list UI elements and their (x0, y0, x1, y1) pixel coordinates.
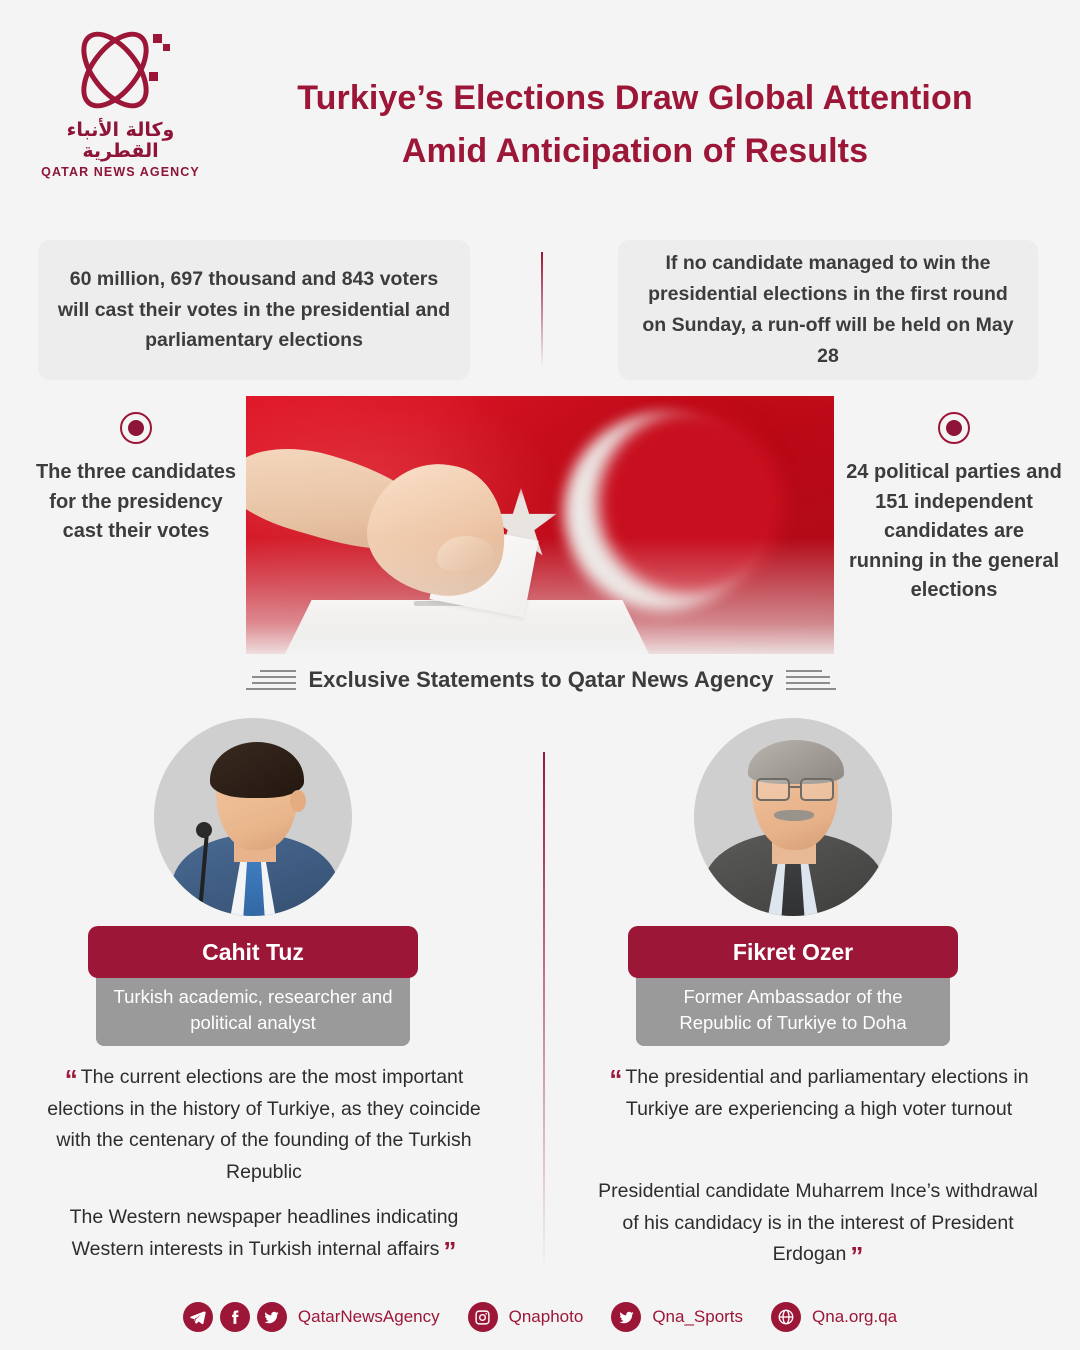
globe-icon[interactable] (771, 1302, 801, 1332)
vertical-divider-bottom (543, 752, 545, 1272)
bullet-dot-icon (120, 412, 152, 444)
twitter-icon[interactable] (257, 1302, 287, 1332)
social-handle[interactable]: Qna_Sports (652, 1307, 744, 1326)
quote-text: The Western newspaper headlines indicating Western interests in Turkish internal affairs (69, 1206, 459, 1260)
quote-open-icon: “ (609, 1064, 623, 1094)
quote-text: Presidential candidate Muharrem Ince’s withdrawal of his candidacy is in the interest of President Erdogan (598, 1180, 1038, 1266)
bullet-parties-running (845, 412, 1063, 606)
header (0, 0, 1080, 215)
logo-arabic-text: وكالة الأنباء القطرية (66, 119, 175, 162)
photo-bottom-fade (246, 396, 834, 654)
social-handle[interactable]: Qnaphoto (508, 1307, 584, 1326)
page-title (210, 72, 1060, 177)
vertical-divider-top (541, 252, 543, 368)
quote-close-icon: ” (443, 1235, 457, 1266)
speaker-role: Turkish academic, researcher and political analyst (113, 986, 393, 1033)
quote-text: The presidential and parliamentary elections in Turkiye are experiencing a high voter turnout (625, 1066, 1029, 1120)
avatar (154, 718, 352, 916)
quote-open-icon: “ (64, 1064, 78, 1094)
speaker-role-bar (96, 972, 410, 1046)
qna-atom-logo-icon (61, 22, 181, 118)
fact-box-voters (38, 240, 470, 380)
social-footer (0, 1302, 1080, 1332)
social-handle[interactable]: QatarNewsAgency (297, 1307, 440, 1326)
speaker-role-bar (636, 972, 950, 1046)
bullet-label: The three candidates for the presidency cast their votes (35, 461, 237, 543)
quote-cahit-tuz-2 (36, 1202, 492, 1265)
social-group-sports (611, 1302, 743, 1332)
speaker-card-fikret-ozer (628, 718, 958, 1046)
exclusive-statements-banner (246, 662, 836, 698)
qna-logo (38, 22, 203, 179)
speaker-name-bar (628, 926, 958, 978)
social-handle[interactable]: Qna.org.qa (812, 1307, 898, 1326)
logo-english-text: QATAR NEWS AGENCY (41, 164, 200, 179)
speaker-role: Former Ambassador of the Republic of Turkiye to Doha (679, 986, 907, 1033)
social-group-website (771, 1302, 897, 1332)
instagram-icon[interactable] (468, 1302, 498, 1332)
social-group-instagram (468, 1302, 584, 1332)
avatar (694, 718, 892, 916)
social-group-main (183, 1302, 440, 1332)
fact-text: If no candidate managed to win the presidential elections in the first round on Sunday, a run-off will be held on May 28 (642, 252, 1014, 367)
banner-lines-left-icon (246, 670, 296, 690)
bullet-label: 24 political parties and 151 independent candidates are running in the general elections (846, 461, 1062, 602)
hero-ballot-photo (246, 396, 834, 654)
speaker-name-bar (88, 926, 418, 978)
quote-fikret-ozer-2 (592, 1176, 1044, 1271)
bullet-candidates-voted (28, 412, 244, 547)
facebook-icon[interactable] (220, 1302, 250, 1332)
fact-text: 60 million, 697 thousand and 843 voters will cast their votes in the presidential and parliamentary elections (57, 267, 451, 352)
title-line-1: Turkiye’s Elections Draw Global Attention (297, 79, 973, 117)
quote-close-icon: ” (850, 1241, 864, 1272)
twitter-icon[interactable] (611, 1302, 641, 1332)
banner-lines-right-icon (786, 670, 836, 690)
quote-fikret-ozer-1 (598, 1062, 1040, 1125)
quote-text: The current elections are the most important elections in the history of Turkiye, as they coincide with the centenary of the founding of the Turkish Republic (47, 1066, 481, 1183)
eyeglasses-icon (756, 778, 834, 798)
telegram-icon[interactable] (183, 1302, 213, 1332)
speaker-card-cahit-tuz (88, 718, 418, 1046)
speaker-name: Cahit Tuz (202, 938, 304, 965)
quote-cahit-tuz-1 (36, 1062, 492, 1188)
banner-label: Exclusive Statements to Qatar News Agency (308, 667, 774, 692)
title-line-2: Amid Anticipation of Results (401, 131, 869, 170)
fact-box-runoff (618, 240, 1038, 380)
bullet-dot-icon (938, 412, 970, 444)
speaker-name: Fikret Ozer (732, 938, 854, 965)
